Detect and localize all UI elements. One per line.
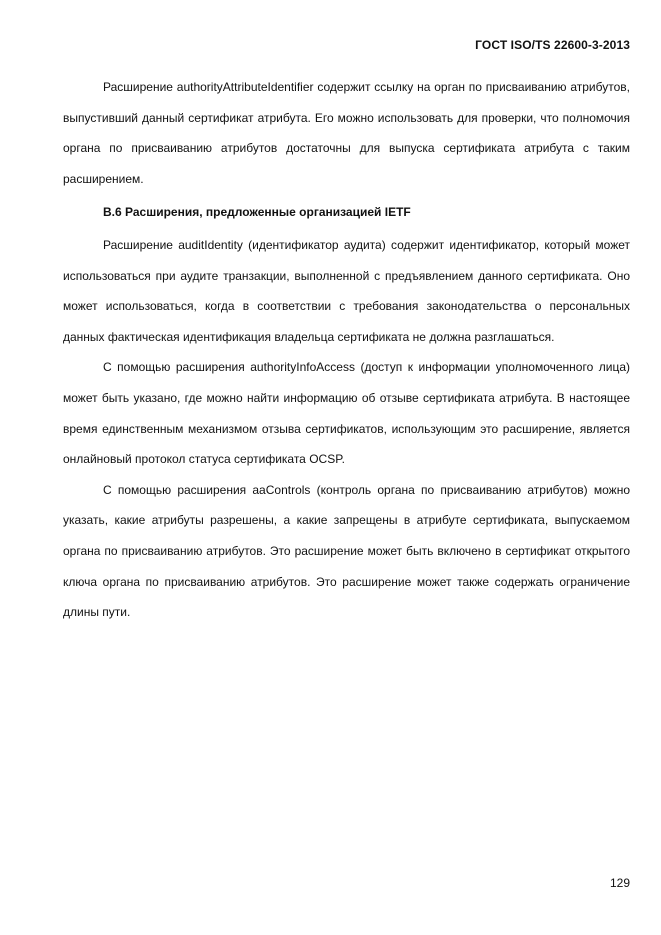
paragraph-authority-attribute-identifier: Расширение authorityAttributeIdentifier содержит ссылку на орган по присваиванию атрибутов, выпустивший данный сертификат атрибута. Его можно использовать для проверки, что полномочия органа по присваиванию атрибутов достаточны для выпуска сертификата атрибута с таким расширением. <box>63 80 630 186</box>
document-header: ГОСТ ISO/TS 22600-3-2013 <box>475 38 630 52</box>
document-body <box>63 72 630 628</box>
paragraph-aa-controls: С помощью расширения aaControls (контроль органа по присваиванию атрибутов) можно указать, какие атрибуты разрешены, а какие запрещены в атрибуте сертификата, выпускаемом органа по присваиванию атрибутов. Это расширение может быть включено в сертификат открытого ключа органа по присваиванию атрибутов. Это расширение может также содержать ограничение длины пути. <box>63 482 630 620</box>
page-number: 129 <box>609 876 630 890</box>
section-heading-b6: В.6 Расширения, предложенные организацией IETF <box>103 205 411 220</box>
paragraph-audit-identity: Расширение auditIdentity (идентификатор аудита) содержит идентификатор, который может использоваться при аудите транзакции, выполненной с предъявлением данного сертификата. Оно может использоваться, когда в соответствии с требования законодательства о персональных данных фактическая идентификация владельца сертификата не должна разглашаться. <box>63 237 630 344</box>
paragraph-authority-info-access: С помощью расширения authorityInfoAccess (доступ к информации уполномоченного лица) может быть указано, где можно найти информацию об отзыве сертификата атрибута. В настоящее время единственным механизмом отзыва сертификатов, использующим это расширение, является онлайновый протокол статуса сертификата OCSP. <box>63 360 630 467</box>
